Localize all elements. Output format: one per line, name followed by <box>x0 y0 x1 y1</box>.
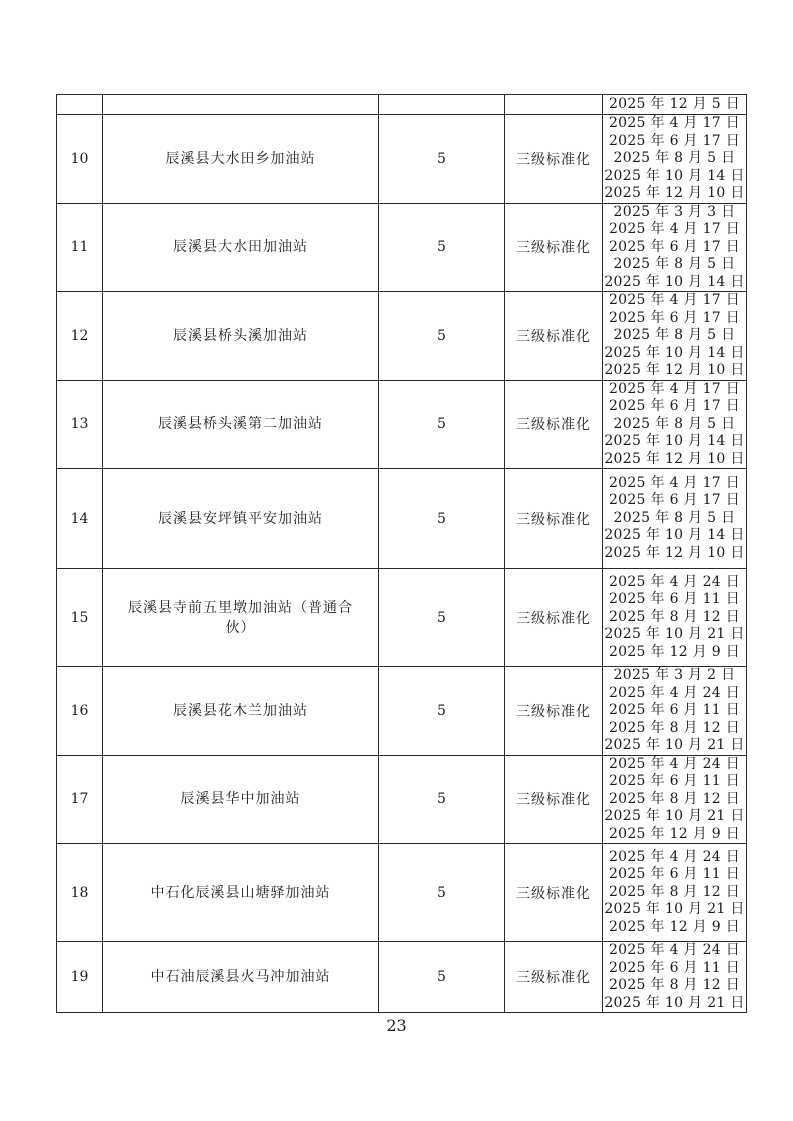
inspection-count: 5 <box>379 755 505 844</box>
inspection-count: 5 <box>379 667 505 756</box>
dates-cell <box>603 469 747 569</box>
dates-cell <box>603 380 747 469</box>
date-line: 2025 年 4 月 17 日 <box>608 474 741 491</box>
date-line: 2025 年 4 月 17 日 <box>608 292 741 308</box>
page-number: 23 <box>386 1016 407 1035</box>
date-line: 2025 年 10 月 14 日 <box>604 433 745 449</box>
date-line: 2025 年 12 月 10 日 <box>604 544 745 561</box>
date-line: 2025 年 6 月 11 日 <box>608 702 741 718</box>
table-row <box>57 115 747 204</box>
date-line: 2025 年 6 月 17 日 <box>608 309 741 326</box>
row-number: 11 <box>57 203 103 292</box>
date-line: 2025 年 10 月 14 日 <box>604 167 745 184</box>
date-line: 2025 年 10 月 21 日 <box>604 737 745 753</box>
date-line: 2025 年 8 月 5 日 <box>613 256 736 272</box>
table-row <box>57 942 747 1013</box>
row-number: 19 <box>57 942 103 1013</box>
station-name: 辰溪县大水田乡加油站 <box>103 115 379 204</box>
standard-level: 三级标准化 <box>505 755 603 844</box>
standard-level: 三级标准化 <box>505 380 603 469</box>
date-line: 2025 年 3 月 3 日 <box>613 203 736 220</box>
date-line: 2025 年 12 月 5 日 <box>608 95 741 112</box>
date-line: 2025 年 8 月 5 日 <box>613 509 736 526</box>
date-line: 2025 年 8 月 5 日 <box>613 415 736 432</box>
date-line: 2025 年 4 月 17 日 <box>608 221 741 237</box>
date-line: 2025 年 8 月 12 日 <box>608 977 741 993</box>
inspection-count: 5 <box>379 380 505 469</box>
standard-level: 三级标准化 <box>505 115 603 204</box>
inspection-count: 5 <box>379 292 505 381</box>
date-line: 2025 年 8 月 12 日 <box>608 719 741 736</box>
row-number: 15 <box>57 569 103 667</box>
date-line: 2025 年 8 月 5 日 <box>613 150 736 166</box>
table-body <box>57 95 747 1013</box>
table-row <box>57 667 747 756</box>
row-number: 18 <box>57 844 103 942</box>
date-line: 2025 年 12 月 9 日 <box>608 825 741 842</box>
row-number: 17 <box>57 755 103 844</box>
inspection-count: 5 <box>379 569 505 667</box>
standard-level: 三级标准化 <box>505 469 603 569</box>
dates-cell <box>603 292 747 381</box>
standard-level: 三级标准化 <box>505 292 603 381</box>
station-name: 中石化辰溪县山塘驿加油站 <box>103 844 379 942</box>
count-cell <box>379 95 505 115</box>
dates-cell <box>603 203 747 292</box>
row-number: 14 <box>57 469 103 569</box>
date-line: 2025 年 10 月 21 日 <box>604 626 745 643</box>
date-line: 2025 年 6 月 11 日 <box>608 866 741 883</box>
dates-cell <box>603 569 747 667</box>
date-line: 2025 年 12 月 10 日 <box>604 362 745 378</box>
level-cell <box>505 95 603 115</box>
date-line: 2025 年 6 月 17 日 <box>608 398 741 414</box>
table-row <box>57 569 747 667</box>
date-line: 2025 年 12 月 9 日 <box>608 918 741 935</box>
station-name: 辰溪县华中加油站 <box>103 755 379 844</box>
date-line: 2025 年 6 月 11 日 <box>608 959 741 976</box>
inspection-count: 5 <box>379 203 505 292</box>
inspection-count: 5 <box>379 844 505 942</box>
dates-cell <box>603 755 747 844</box>
date-line: 2025 年 4 月 24 日 <box>608 848 741 865</box>
table-row-continued <box>57 95 747 115</box>
table-row <box>57 380 747 469</box>
date-line: 2025 年 4 月 24 日 <box>608 942 741 958</box>
date-line: 2025 年 10 月 21 日 <box>604 808 745 824</box>
table-row <box>57 292 747 381</box>
station-name: 辰溪县桥头溪第二加油站 <box>103 380 379 469</box>
dates-cell <box>603 115 747 204</box>
dates-cell <box>603 942 747 1013</box>
date-line: 2025 年 10 月 21 日 <box>604 994 745 1011</box>
standard-level: 三级标准化 <box>505 569 603 667</box>
standard-level: 三级标准化 <box>505 667 603 756</box>
date-line: 2025 年 6 月 11 日 <box>608 591 741 608</box>
date-line: 2025 年 4 月 17 日 <box>608 115 741 131</box>
dates-cell <box>603 667 747 756</box>
station-name: 辰溪县花木兰加油站 <box>103 667 379 756</box>
date-line: 2025 年 6 月 11 日 <box>608 773 741 789</box>
date-line: 2025 年 6 月 17 日 <box>608 238 741 255</box>
date-line: 2025 年 8 月 12 日 <box>608 608 741 625</box>
standard-level: 三级标准化 <box>505 844 603 942</box>
station-name: 辰溪县桥头溪加油站 <box>103 292 379 381</box>
station-name: 辰溪县寺前五里墩加油站（普通合伙） <box>103 569 379 667</box>
row-number: 16 <box>57 667 103 756</box>
table-row <box>57 844 747 942</box>
station-name: 中石油辰溪县火马冲加油站 <box>103 942 379 1013</box>
date-line: 2025 年 3 月 2 日 <box>613 667 736 683</box>
table-row <box>57 469 747 569</box>
inspection-schedule-table <box>56 94 747 1013</box>
row-number: 12 <box>57 292 103 381</box>
date-line: 2025 年 6 月 17 日 <box>608 132 741 149</box>
date-line: 2025 年 4 月 24 日 <box>608 755 741 772</box>
number-cell <box>57 95 103 115</box>
inspection-count: 5 <box>379 115 505 204</box>
standard-level: 三级标准化 <box>505 203 603 292</box>
date-line: 2025 年 8 月 5 日 <box>613 327 736 343</box>
inspection-count: 5 <box>379 942 505 1013</box>
inspection-count: 5 <box>379 469 505 569</box>
row-number: 13 <box>57 380 103 469</box>
date-line: 2025 年 4 月 24 日 <box>608 684 741 701</box>
station-name: 辰溪县安坪镇平安加油站 <box>103 469 379 569</box>
standard-level: 三级标准化 <box>505 942 603 1013</box>
date-line: 2025 年 8 月 12 日 <box>608 883 741 900</box>
date-line: 2025 年 4 月 17 日 <box>608 380 741 397</box>
dates-cell <box>603 95 747 115</box>
row-number: 10 <box>57 115 103 204</box>
date-line: 2025 年 8 月 12 日 <box>608 790 741 807</box>
date-line: 2025 年 12 月 9 日 <box>608 643 741 660</box>
date-line: 2025 年 12 月 10 日 <box>604 450 745 467</box>
date-line: 2025 年 10 月 21 日 <box>604 901 745 918</box>
date-line: 2025 年 10 月 14 日 <box>604 344 745 361</box>
station-name-cell <box>103 95 379 115</box>
station-name: 辰溪县大水田加油站 <box>103 203 379 292</box>
table-row <box>57 755 747 844</box>
date-line: 2025 年 6 月 17 日 <box>608 492 741 509</box>
date-line: 2025 年 4 月 24 日 <box>608 573 741 590</box>
date-line: 2025 年 10 月 14 日 <box>604 273 745 290</box>
date-line: 2025 年 10 月 14 日 <box>604 527 745 544</box>
date-line: 2025 年 12 月 10 日 <box>604 185 745 201</box>
dates-cell <box>603 844 747 942</box>
table-row <box>57 203 747 292</box>
